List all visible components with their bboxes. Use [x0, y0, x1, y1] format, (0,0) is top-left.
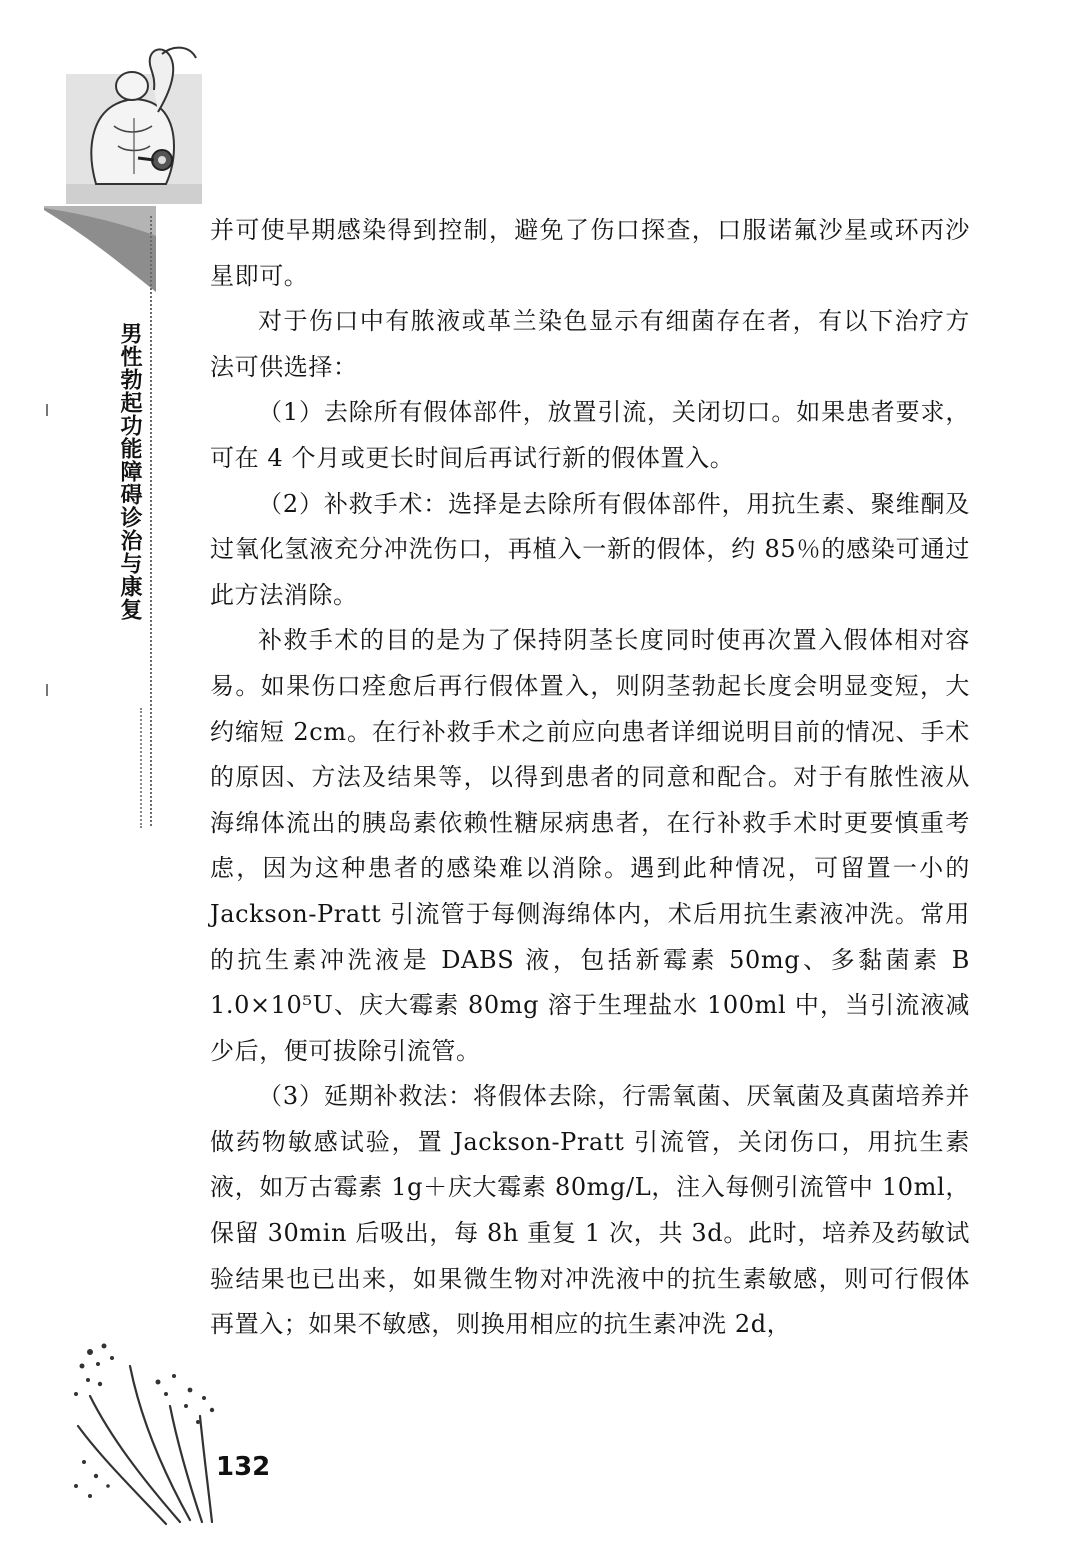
page-number: 132	[216, 1452, 271, 1482]
plant-sprig-illustration	[70, 1336, 230, 1526]
margin-dotted-line	[140, 708, 142, 828]
book-title-vertical: 男性勃起功能障碍诊治与康复	[117, 322, 142, 621]
page-body-text	[210, 208, 970, 1348]
paragraph: （2）补救手术：选择是去除所有假体部件，用抗生素、聚维酮及过氧化氢液充分冲洗伤口，再植入一新的假体，约 85％的感染可通过此方法消除。	[210, 489, 970, 609]
margin-tick-mark	[46, 404, 48, 416]
sidebar-dotted-rule	[150, 216, 152, 826]
paragraph-continued: 并可使早期感染得到控制，避免了伤口探查，口服诺氟沙星或环丙沙星即可。	[210, 216, 970, 290]
corner-wedge-decoration	[44, 206, 156, 296]
muscular-figure-illustration	[66, 34, 202, 204]
paragraph: （3）延期补救法：将假体去除，行需氧菌、厌氧菌及真菌培养并做药物敏感试验，置 Jackson-Pratt 引流管，关闭伤口，用抗生素液，如万古霉素 1g＋庆大霉素 80mg/L，注入每侧引流管中 10ml，保留 30min 后吸出，每 8h 重复 1 次，共 3d。此时，培养及药敏试验结果也已出来，如果微生物对冲洗液中的抗生素敏感，则可行假体再置入；如果不敏感，则换用相应的抗生素冲洗 2d，	[210, 1082, 970, 1339]
paragraph: （1）去除所有假体部件，放置引流，关闭切口。如果患者要求，可在 4 个月或更长时间后再试行新的假体置入。	[210, 398, 970, 472]
paragraph: 补救手术的目的是为了保持阴茎长度同时使再次置入假体相对容易。如果伤口痊愈后再行假体置入，则阴茎勃起长度会明显变短，大约缩短 2cm。在行补救手术之前应向患者详细说明目前的情况、手术的原因、方法及结果等，以得到患者的同意和配合。对于有脓性液从海绵体流出的胰岛素依赖性糖尿病患者，在行补救手术时更要慎重考虑，因为这种患者的感染难以消除。遇到此种情况，可留置一小的 Jackson-Pratt 引流管于每侧海绵体内，术后用抗生素液冲洗。常用的抗生素冲洗液是 DABS 液，包括新霉素 50mg、多黏菌素 B 1.0×10⁵U、庆大霉素 80mg 溶于生理盐水 100ml 中，当引流液减少后，便可拔除引流管。	[210, 626, 970, 1065]
paragraph: 对于伤口中有脓液或革兰染色显示有细菌存在者，有以下治疗方法可供选择：	[210, 307, 970, 381]
margin-tick-mark	[46, 684, 48, 696]
